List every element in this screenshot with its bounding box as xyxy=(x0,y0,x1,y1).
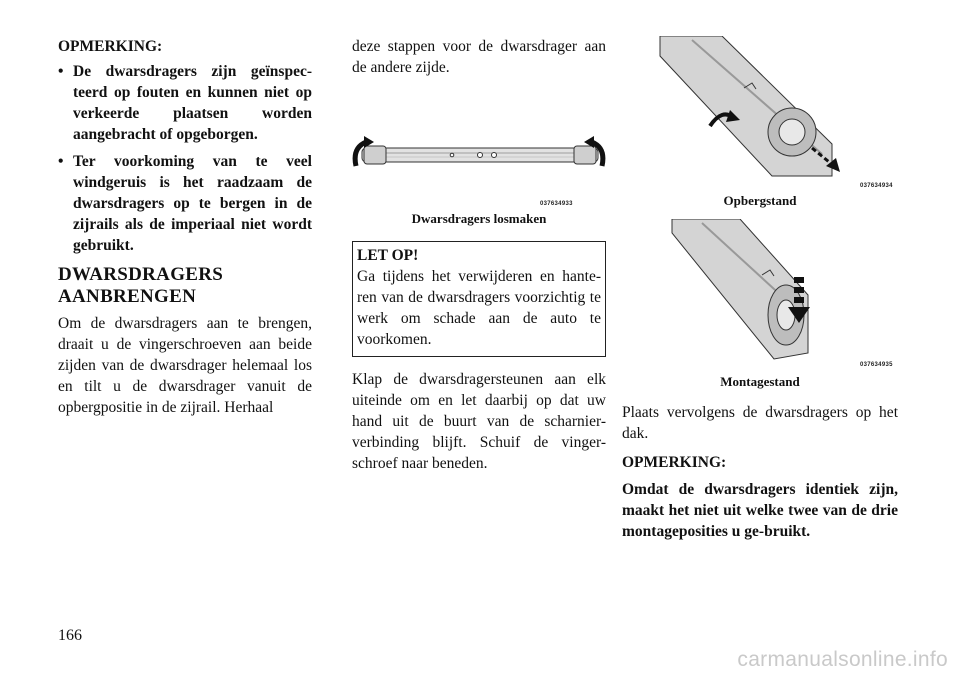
column-middle xyxy=(352,36,606,474)
caution-text: Ga tijdens het verwijderen en hante-ren van de dwarsdragers voorzichtig te werk om schade aan de auto te voorkomen. xyxy=(357,268,601,348)
figure-code: 037634933 xyxy=(540,201,573,207)
note-bullet: • Ter voorkoming van te veel windgeruis is het raadzaam de dwarsdragers op te bergen in de zijrails als de imperiaal niet wordt gebruikt. xyxy=(58,151,312,256)
figure-caption: Montagestand xyxy=(720,374,800,389)
figure-code: 037634935 xyxy=(860,362,893,368)
body-paragraph: Plaats vervolgens de dwarsdragers op het dak. xyxy=(622,404,898,442)
figure-caption: Opbergstand xyxy=(723,193,797,208)
body-paragraph: Om de dwarsdragers aan te brengen, draait u de vingerschroeven aan beide zijden van de dwarsdrager helemaal los en tilt u de dwarsdrager vanuit de opbergpositie in de zijrail. Herhaal xyxy=(58,315,312,416)
page-number: 166 xyxy=(58,627,82,644)
crossbar-release-figure xyxy=(352,86,606,234)
note-heading: OPMERKING: xyxy=(58,38,163,55)
body-paragraph: deze stappen voor de dwarsdrager aan de andere zijde. xyxy=(352,38,606,76)
section-title: DWARSDRAGERS AANBRENGEN xyxy=(58,264,224,307)
caution-box xyxy=(352,241,606,357)
figure-caption: Dwarsdragers losmaken xyxy=(411,211,547,226)
note-bullet-list xyxy=(58,61,312,256)
body-paragraph: Klap de dwarsdragersteunen aan elk uiteinde om en let daarbij op dat uw hand uit de buurt van de scharnier-verbinding blijft. Schuif de vinger-schroef naar beneden. xyxy=(352,371,606,472)
figure-code: 037634934 xyxy=(860,183,893,189)
mount-position-figure xyxy=(622,219,898,368)
note-bullet: • De dwarsdragers zijn geïnspec-teerd op fouten en kunnen niet op verkeerde plaatsen worden aangebracht of opgeborgen. xyxy=(58,61,312,145)
note-text: Omdat de dwarsdragers identiek zijn, maakt het niet uit welke twee van de drie montageposities u ge-bruikt. xyxy=(622,481,898,540)
watermark: carmanualsonline.info xyxy=(737,648,948,671)
caution-title: LET OP! xyxy=(357,247,419,264)
mount-position-illustration xyxy=(622,219,898,363)
column-right xyxy=(622,36,898,542)
storage-position-illustration xyxy=(622,36,898,188)
note-heading: OPMERKING: xyxy=(622,454,727,471)
storage-position-figure xyxy=(622,36,898,188)
column-left xyxy=(58,36,312,418)
